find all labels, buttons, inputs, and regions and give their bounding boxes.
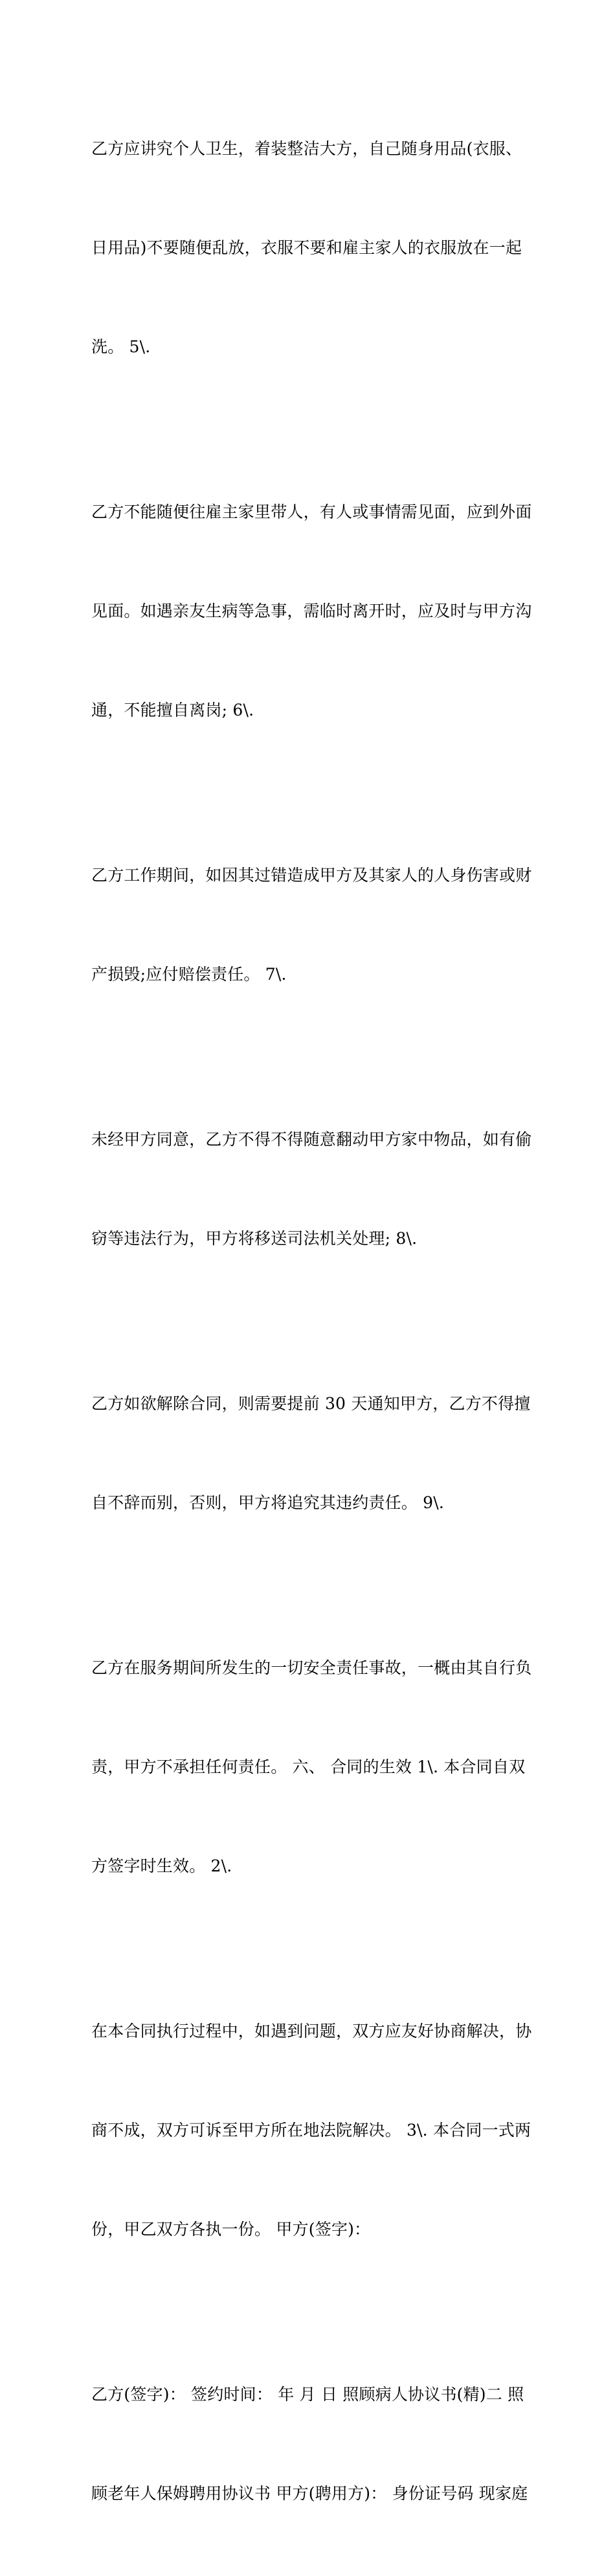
document-body xyxy=(91,66,531,2576)
paragraph-disputes xyxy=(91,1949,531,2312)
text-line: 见面。如遇亲友生病等急事，需临时离开时，应及时与甲方沟 xyxy=(91,602,532,620)
text-line: 乙方如欲解除合同，则需要提前 30 天通知甲方，乙方不得擅 xyxy=(91,1394,531,1413)
text-line: 份，甲乙双方各执一份。 甲方(签字)： xyxy=(91,2220,371,2239)
text-line: 顾老年人保姆聘用协议书 甲方(聘用方)： 身份证号码 现家庭 xyxy=(91,2484,528,2503)
paragraph-belongings xyxy=(91,1057,531,1321)
text-line: 窃等违法行为，甲方将移送司法机关处理; 8\. xyxy=(91,1229,418,1248)
text-line: 产损毁;应付赔偿责任。 7\. xyxy=(91,965,287,984)
text-line: 未经甲方同意，乙方不得不得随意翻动甲方家中物品，如有偷 xyxy=(91,1130,532,1149)
paragraph-safety xyxy=(91,1585,531,1949)
paragraph-liability xyxy=(91,793,531,1057)
text-line: 日用品)不要随便乱放，衣服不要和雇主家人的衣服放在一起 xyxy=(91,238,522,257)
paragraph-termination xyxy=(91,1321,531,1585)
text-line: 乙方工作期间，如因其过错造成甲方及其家人的人身伤害或财 xyxy=(91,866,532,885)
paragraph-hygiene xyxy=(91,66,531,429)
text-line: 责，甲方不承担任何责任。 六、 合同的生效 1\. 本合同自双 xyxy=(91,1757,526,1776)
text-line: 洗。 5\. xyxy=(91,337,151,356)
text-line: 乙方不能随便往雇主家里带人，有人或事情需见面，应到外面 xyxy=(91,503,532,521)
paragraph-signatures xyxy=(91,2312,531,2576)
text-line: 商不成，双方可诉至甲方所在地法院解决。 3\. 本合同一式两 xyxy=(91,2121,531,2140)
text-line: 方签字时生效。 2\. xyxy=(91,1857,232,1875)
text-line: 乙方(签字)： 签约时间： 年 月 日 照顾病人协议书(精)二 照 xyxy=(91,2385,524,2404)
text-line: 自不辞而别，否则，甲方将追究其违约责任。 9\. xyxy=(91,1493,445,1512)
text-line: 通，不能擅自离岗; 6\. xyxy=(91,701,254,719)
text-line: 在本合同执行过程中，如遇到问题，双方应友好协商解决，协 xyxy=(91,2022,532,2040)
text-line: 乙方应讲究个人卫生，着装整洁大方，自己随身用品(衣服、 xyxy=(91,139,522,158)
text-line: 乙方在服务期间所发生的一切安全责任事故，一概由其自行负 xyxy=(91,1658,532,1677)
paragraph-visitors xyxy=(91,429,531,793)
